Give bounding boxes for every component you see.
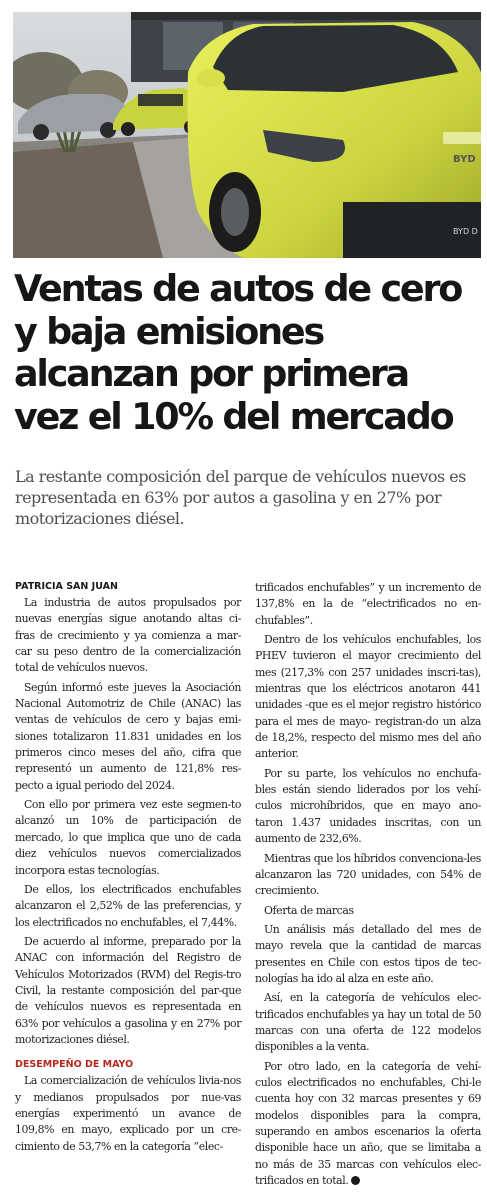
byd-badge: BYD (453, 154, 476, 165)
paragraph: De acuerdo al informe, preparado por la ANAC con información del Registro de Vehículos Motorizados (RVM) del Regis-tro Civil, la restante composición del par-que de vehículos nuevos es representada en 63% por vehículos a gasolina y en 27% por motorizaciones diésel. (15, 934, 241, 1046)
article-column-left (15, 580, 241, 1158)
article-byline: PATRICIA SAN JUAN (15, 581, 118, 592)
end-of-article-icon (351, 1176, 360, 1185)
subhead-desempeno-mayo: DESEMPEÑO DE MAYO (15, 1059, 134, 1071)
subhead-oferta-marcas: Oferta de marcas (264, 903, 354, 917)
paragraph: La comercialización de vehículos livia-nos y medianos propulsados por nue-vas energías experimentó un avance de 109,8% en mayo, explicado por un cre-cimiento de 53,7% en la categoría “elec- (15, 1074, 241, 1153)
car-photo-illustration (13, 12, 481, 258)
article-headline: Ventas de autos de cero y baja emisiones alcanzan por primera vez el 10% del mercado (14, 267, 462, 438)
article-deck: La restante composición del parque de vehículos nuevos es representada en 63% por autos a gasolina y en 27% por motorizaciones diésel. (15, 467, 466, 528)
paragraph: Según informó este jueves la Asociación Nacional Automotriz de Chile (ANAC) las ventas de vehículos de cero y bajas emi-siones totalizaron 11.831 unidades en los primeros cinco meses del año, cifra que representó un aumento de 121,8% res-pecto a igual periodo del 2024. (15, 680, 241, 792)
article-column-right (255, 580, 481, 1192)
paragraph: Un análisis más detallado del mes de mayo revela que la cantidad de marcas presentes en Chile con estos tipos de tec-nologías ha ido al alza en este año. (255, 922, 481, 985)
paragraph: La industria de autos propulsados por nuevas energías sigue anotando altas ci-fras de crecimiento y ya comienza a mar-car su peso dentro de la comercialización total de vehículos nuevos. (15, 596, 241, 675)
license-plate-text: BYD D (453, 227, 478, 236)
paragraph: Dentro de los vehículos enchufables, los PHEV tuvieron el mayor crecimiento del mes (217,3% con 257 unidades inscri-tas), mientras que los eléctricos anotaron 441 unidades -que es el mejor registro histórico para el mes de mayo- registran-do un alza de 18,2%, respecto del mismo mes del año anterior. (255, 633, 481, 761)
paragraph: Con ello por primera vez este segmen-to alcanzó un 10% de participación de mercado, lo que implica que uno de cada diez vehículos nuevos comercializados incorpora estas tecnologías. (15, 798, 241, 877)
article-photo (13, 12, 481, 258)
paragraph: Por su parte, los vehículos no enchufa-bles están siendo liderados por los vehí-culos microhíbridos, que en mayo ano-taron 1.437 unidades inscritas, con un aumento de 232,6%. (255, 766, 481, 846)
paragraph: Mientras que los híbridos convenciona-les alcanzaron las 720 unidades, con 54% de crecimiento. (255, 851, 481, 898)
paragraph: Así, en la categoría de vehículos elec-trificados enchufables ya hay un total de 50 marcas con una oferta de 122 modelos disponibles a la venta. (255, 991, 481, 1054)
paragraph: trificados enchufables” y un incremento de 137,8% en la de “electrificados no en-chufables”. (255, 581, 481, 627)
paragraph: De ellos, los electrificados enchufables alcanzaron el 2,52% de las preferencias, y los electrificados no enchufables, el 7,44%. (15, 882, 241, 929)
paragraph-final-text: Por otro lado, en la categoría de vehí-culos electrificados no enchufables, Chi-le cuenta hoy con 32 marcas presentes y 69 modelos disponibles para la compra, superando en ambos escenarios la oferta disponible hace un año, que se limitaba a no más de 35 marcas con vehículos elec-trificados en total. (255, 1059, 481, 1188)
